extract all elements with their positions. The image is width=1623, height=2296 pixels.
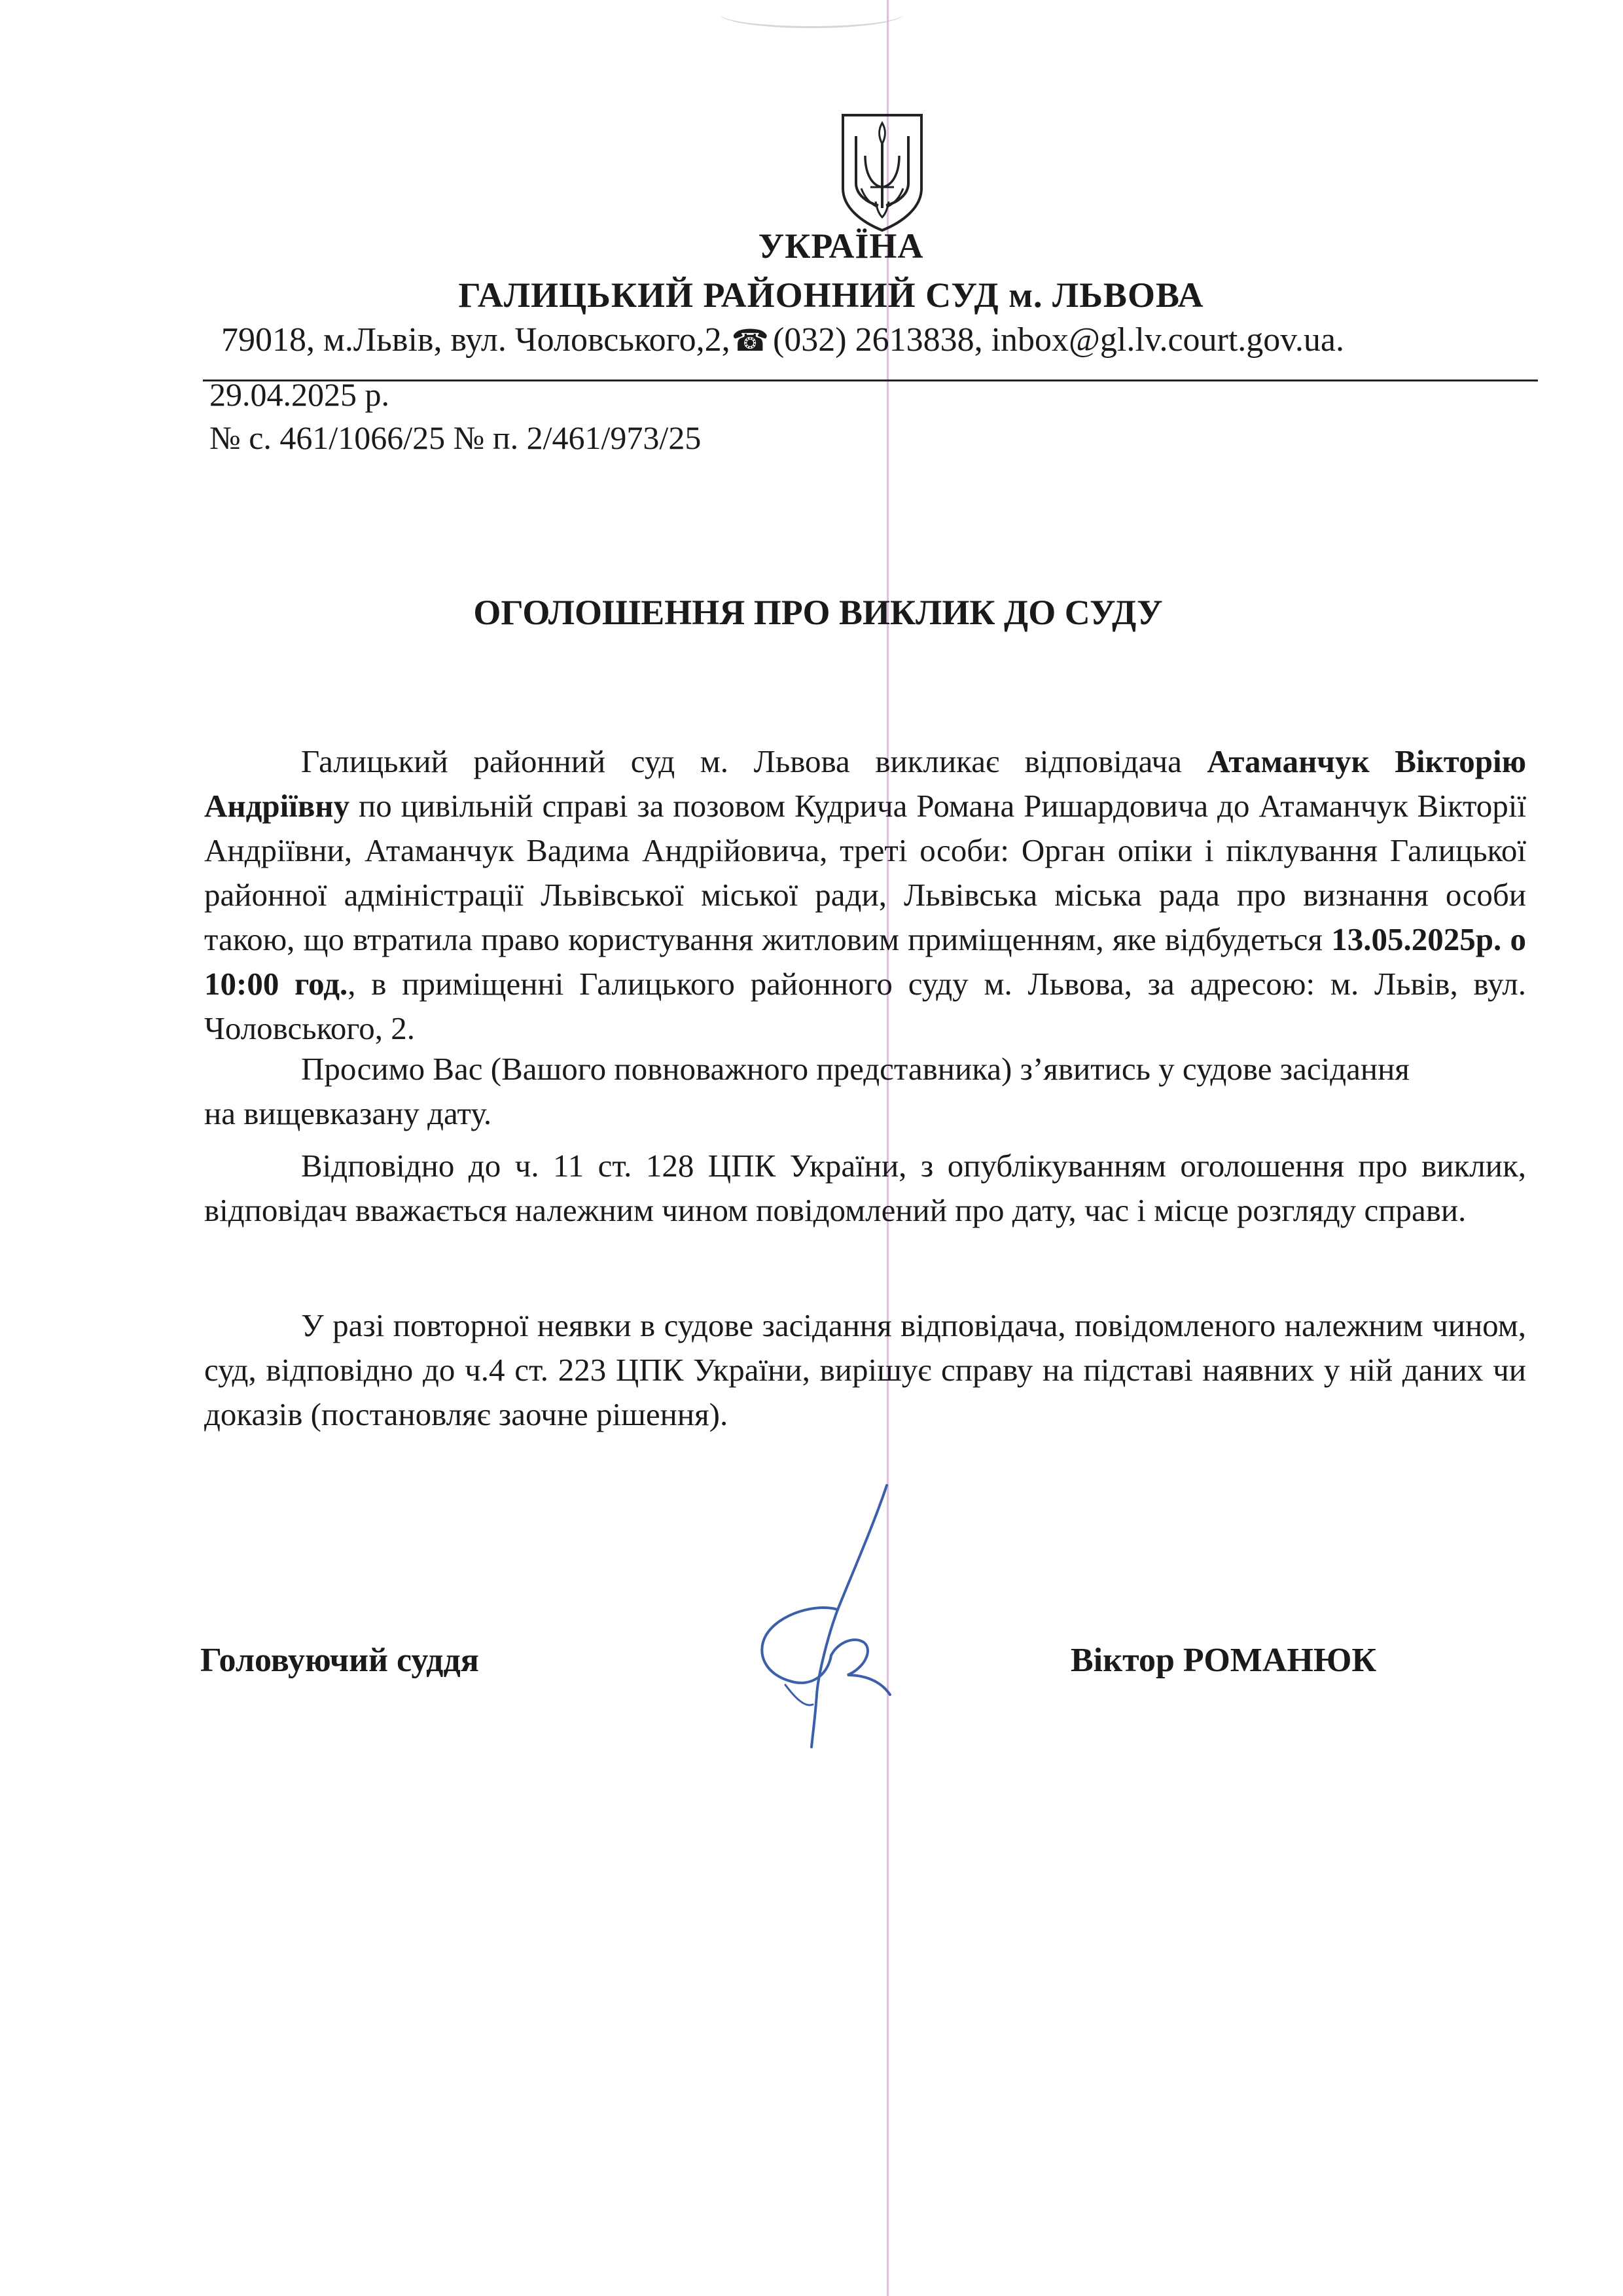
- summons-text-intro: Галицький районний суд м. Львова викликає відповідача: [301, 743, 1207, 779]
- court-email: , inbox@gl.lv.court.gov.ua.: [974, 321, 1344, 359]
- body-paragraph-summons: [204, 739, 1526, 1051]
- court-phone: (032) 2613838: [772, 321, 974, 359]
- body-paragraph-notice: [204, 1144, 1526, 1233]
- coat-of-arms-icon: [836, 110, 928, 234]
- notice-text: Відповідно до ч. 11 ст. 128 ЦПК України, з опублікуванням оголошення про виклик, відповідач вважається належним чином повідомлений про дату, час і місце розгляду справи.: [204, 1148, 1526, 1228]
- court-address-line: [221, 321, 1344, 359]
- court-heading: ГАЛИЦЬКИЙ РАЙОННИЙ СУД м. ЛЬВОВА: [458, 275, 1204, 315]
- country-heading: УКРАЇНА: [758, 226, 924, 266]
- handwritten-signature: [740, 1479, 936, 1754]
- default-judgment-text: У разі повторної неявки в судове засідання відповідача, повідомленого належним чином, суд, відповідно до ч.4 ст. 223 ЦПК України, вирішує справу на підставі наявних у ній даних чи доказів (постановляє заочне рішення).: [204, 1307, 1526, 1432]
- hearing-datetime: 13.05.2025р. о 10:00 год.: [204, 921, 1526, 1002]
- body-paragraph-default: [204, 1303, 1526, 1437]
- defendant-name: Атаманчук Вікторію Андріївну: [204, 743, 1527, 824]
- telephone-icon: ☎: [731, 324, 769, 357]
- body-paragraph-request: [204, 1047, 1415, 1136]
- scan-fold-mark: [720, 0, 903, 28]
- summons-text-location: , в приміщенні Галицького районного суду м. Львова, за адресою: м. Львів, вул. Чоловського, 2.: [204, 966, 1526, 1046]
- case-numbers: № с. 461/1066/25 № п. 2/461/973/25: [209, 419, 702, 456]
- signer-name: Віктор РОМАНЮК: [1071, 1642, 1377, 1679]
- request-text: Просимо Вас (Вашого повноважного представника) з’явитись у судове засідання на вищевказану дату.: [204, 1051, 1410, 1131]
- court-address: 79018, м.Львів, вул. Чоловського,2,: [221, 321, 730, 359]
- header-divider: [203, 380, 1538, 381]
- summons-text-case: по цивільній справі за позовом Кудрича Романа Ришардовича до Атаманчук Вікторії Андріївни, Атаманчук Вадима Андрійовича, треті особи: Орган опіки і піклування Галицької районної адміністрації Львівської міської ради, Львівська міська рада про визнання особи такою, що втратила право користування житловим приміщенням, яке відбудеться: [204, 788, 1526, 957]
- signer-role: Головуючий суддя: [200, 1642, 479, 1679]
- document-title: ОГОЛОШЕННЯ ПРО ВИКЛИК ДО СУДУ: [473, 593, 1163, 632]
- document-date: 29.04.2025 р.: [209, 376, 389, 413]
